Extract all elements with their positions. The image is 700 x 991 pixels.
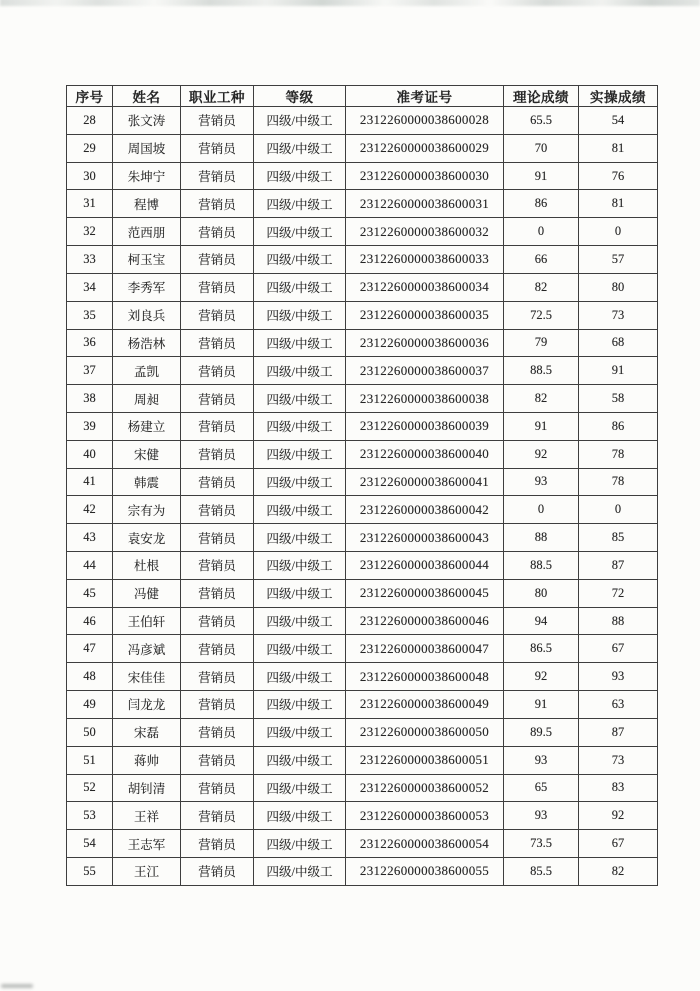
- cell-ticket: 2312260000038600053: [346, 802, 504, 830]
- cell-occupation: 营销员: [181, 273, 254, 301]
- cell-practical: 83: [579, 774, 658, 802]
- cell-name: 韩震: [113, 468, 181, 496]
- cell-occupation: 营销员: [181, 218, 254, 246]
- cell-name: 宋健: [113, 440, 181, 468]
- cell-ticket: 2312260000038600054: [346, 830, 504, 858]
- cell-occupation: 营销员: [181, 802, 254, 830]
- table-row: [67, 162, 658, 190]
- cell-level: 四级/中级工: [254, 524, 346, 552]
- cell-practical: 81: [579, 134, 658, 162]
- cell-practical: 67: [579, 830, 658, 858]
- cell-practical: 78: [579, 468, 658, 496]
- table-row: [67, 218, 658, 246]
- cell-practical: 72: [579, 579, 658, 607]
- cell-occupation: 营销员: [181, 301, 254, 329]
- cell-level: 四级/中级工: [254, 468, 346, 496]
- cell-ticket: 2312260000038600029: [346, 134, 504, 162]
- table-row: [67, 607, 658, 635]
- cell-level: 四级/中级工: [254, 162, 346, 190]
- cell-theory: 0: [504, 218, 579, 246]
- column-header-theory: 理论成绩: [504, 86, 579, 107]
- cell-name: 闫龙龙: [113, 691, 181, 719]
- cell-theory: 89.5: [504, 718, 579, 746]
- cell-level: 四级/中级工: [254, 385, 346, 413]
- cell-theory: 86: [504, 190, 579, 218]
- table-row: [67, 718, 658, 746]
- table-row: [67, 579, 658, 607]
- table-row: [67, 691, 658, 719]
- cell-index: 33: [67, 246, 113, 274]
- cell-occupation: 营销员: [181, 524, 254, 552]
- cell-ticket: 2312260000038600037: [346, 357, 504, 385]
- cell-name: 冯彦斌: [113, 635, 181, 663]
- table-row: [67, 857, 658, 885]
- cell-index: 41: [67, 468, 113, 496]
- cell-theory: 91: [504, 162, 579, 190]
- table-row: [67, 301, 658, 329]
- cell-level: 四级/中级工: [254, 246, 346, 274]
- cell-index: 55: [67, 857, 113, 885]
- cell-theory: 93: [504, 802, 579, 830]
- cell-ticket: 2312260000038600039: [346, 412, 504, 440]
- cell-name: 孟凯: [113, 357, 181, 385]
- cell-occupation: 营销员: [181, 468, 254, 496]
- cell-practical: 73: [579, 746, 658, 774]
- cell-occupation: 营销员: [181, 412, 254, 440]
- cell-practical: 82: [579, 857, 658, 885]
- table-row: [67, 746, 658, 774]
- cell-ticket: 2312260000038600048: [346, 663, 504, 691]
- cell-level: 四级/中级工: [254, 107, 346, 135]
- cell-name: 宋磊: [113, 718, 181, 746]
- cell-ticket: 2312260000038600049: [346, 691, 504, 719]
- cell-name: 刘良兵: [113, 301, 181, 329]
- cell-ticket: 2312260000038600035: [346, 301, 504, 329]
- cell-practical: 88: [579, 607, 658, 635]
- table-row: [67, 635, 658, 663]
- cell-name: 王祥: [113, 802, 181, 830]
- column-header-level: 等级: [254, 86, 346, 107]
- column-header-name: 姓名: [113, 86, 181, 107]
- cell-practical: 0: [579, 496, 658, 524]
- cell-practical: 80: [579, 273, 658, 301]
- cell-ticket: 2312260000038600043: [346, 524, 504, 552]
- cell-practical: 57: [579, 246, 658, 274]
- cell-ticket: 2312260000038600051: [346, 746, 504, 774]
- cell-index: 32: [67, 218, 113, 246]
- cell-theory: 92: [504, 663, 579, 691]
- cell-name: 袁安龙: [113, 524, 181, 552]
- cell-theory: 80: [504, 579, 579, 607]
- cell-theory: 91: [504, 412, 579, 440]
- cell-level: 四级/中级工: [254, 440, 346, 468]
- cell-ticket: 2312260000038600032: [346, 218, 504, 246]
- cell-level: 四级/中级工: [254, 607, 346, 635]
- table-row: [67, 774, 658, 802]
- cell-name: 王伯轩: [113, 607, 181, 635]
- header-row: [67, 86, 658, 107]
- cell-level: 四级/中级工: [254, 746, 346, 774]
- cell-ticket: 2312260000038600034: [346, 273, 504, 301]
- cell-theory: 88.5: [504, 552, 579, 580]
- cell-index: 36: [67, 329, 113, 357]
- cell-practical: 85: [579, 524, 658, 552]
- cell-name: 杨建立: [113, 412, 181, 440]
- cell-practical: 78: [579, 440, 658, 468]
- cell-name: 杨浩林: [113, 329, 181, 357]
- cell-practical: 86: [579, 412, 658, 440]
- cell-ticket: 2312260000038600041: [346, 468, 504, 496]
- cell-level: 四级/中级工: [254, 496, 346, 524]
- cell-occupation: 营销员: [181, 496, 254, 524]
- cell-level: 四级/中级工: [254, 218, 346, 246]
- cell-index: 51: [67, 746, 113, 774]
- cell-index: 50: [67, 718, 113, 746]
- table-row: [67, 440, 658, 468]
- cell-ticket: 2312260000038600046: [346, 607, 504, 635]
- cell-practical: 87: [579, 552, 658, 580]
- cell-level: 四级/中级工: [254, 273, 346, 301]
- scan-speck-bottom-left: [1, 984, 33, 988]
- cell-ticket: 2312260000038600042: [346, 496, 504, 524]
- table-row: [67, 273, 658, 301]
- cell-practical: 92: [579, 802, 658, 830]
- cell-occupation: 营销员: [181, 357, 254, 385]
- cell-theory: 79: [504, 329, 579, 357]
- cell-ticket: 2312260000038600031: [346, 190, 504, 218]
- cell-ticket: 2312260000038600033: [346, 246, 504, 274]
- column-header-index: 序号: [67, 86, 113, 107]
- cell-practical: 58: [579, 385, 658, 413]
- cell-level: 四级/中级工: [254, 691, 346, 719]
- table-row: [67, 552, 658, 580]
- cell-name: 李秀军: [113, 273, 181, 301]
- cell-level: 四级/中级工: [254, 357, 346, 385]
- cell-level: 四级/中级工: [254, 830, 346, 858]
- cell-level: 四级/中级工: [254, 552, 346, 580]
- table-row: [67, 385, 658, 413]
- cell-theory: 65: [504, 774, 579, 802]
- cell-name: 周国坡: [113, 134, 181, 162]
- cell-ticket: 2312260000038600030: [346, 162, 504, 190]
- cell-name: 胡钊清: [113, 774, 181, 802]
- cell-practical: 91: [579, 357, 658, 385]
- cell-occupation: 营销员: [181, 746, 254, 774]
- table-row: [67, 524, 658, 552]
- cell-level: 四级/中级工: [254, 329, 346, 357]
- table-row: [67, 357, 658, 385]
- table-row: [67, 830, 658, 858]
- column-header-ticket: 准考证号: [346, 86, 504, 107]
- cell-theory: 94: [504, 607, 579, 635]
- column-header-occupation: 职业工种: [181, 86, 254, 107]
- cell-index: 29: [67, 134, 113, 162]
- cell-index: 52: [67, 774, 113, 802]
- cell-name: 程博: [113, 190, 181, 218]
- cell-ticket: 2312260000038600050: [346, 718, 504, 746]
- cell-occupation: 营销员: [181, 774, 254, 802]
- cell-ticket: 2312260000038600028: [346, 107, 504, 135]
- cell-theory: 0: [504, 496, 579, 524]
- cell-ticket: 2312260000038600044: [346, 552, 504, 580]
- cell-practical: 87: [579, 718, 658, 746]
- cell-occupation: 营销员: [181, 440, 254, 468]
- cell-name: 宗有为: [113, 496, 181, 524]
- cell-index: 39: [67, 412, 113, 440]
- cell-practical: 63: [579, 691, 658, 719]
- cell-theory: 65.5: [504, 107, 579, 135]
- cell-theory: 86.5: [504, 635, 579, 663]
- cell-theory: 88.5: [504, 357, 579, 385]
- cell-theory: 92: [504, 440, 579, 468]
- cell-level: 四级/中级工: [254, 134, 346, 162]
- cell-practical: 81: [579, 190, 658, 218]
- cell-occupation: 营销员: [181, 162, 254, 190]
- cell-occupation: 营销员: [181, 329, 254, 357]
- cell-level: 四级/中级工: [254, 190, 346, 218]
- cell-theory: 72.5: [504, 301, 579, 329]
- cell-level: 四级/中级工: [254, 774, 346, 802]
- cell-ticket: 2312260000038600038: [346, 385, 504, 413]
- cell-practical: 93: [579, 663, 658, 691]
- cell-level: 四级/中级工: [254, 412, 346, 440]
- cell-name: 冯健: [113, 579, 181, 607]
- cell-name: 王志军: [113, 830, 181, 858]
- cell-ticket: 2312260000038600052: [346, 774, 504, 802]
- cell-theory: 88: [504, 524, 579, 552]
- results-table-container: [66, 85, 658, 886]
- cell-index: 43: [67, 524, 113, 552]
- cell-ticket: 2312260000038600055: [346, 857, 504, 885]
- cell-index: 31: [67, 190, 113, 218]
- cell-practical: 76: [579, 162, 658, 190]
- cell-index: 30: [67, 162, 113, 190]
- cell-name: 范西朋: [113, 218, 181, 246]
- cell-name: 柯玉宝: [113, 246, 181, 274]
- cell-index: 49: [67, 691, 113, 719]
- cell-occupation: 营销员: [181, 607, 254, 635]
- cell-occupation: 营销员: [181, 552, 254, 580]
- cell-name: 杜根: [113, 552, 181, 580]
- cell-index: 34: [67, 273, 113, 301]
- cell-level: 四级/中级工: [254, 718, 346, 746]
- table-row: [67, 802, 658, 830]
- cell-occupation: 营销员: [181, 134, 254, 162]
- cell-index: 46: [67, 607, 113, 635]
- cell-index: 40: [67, 440, 113, 468]
- cell-occupation: 营销员: [181, 830, 254, 858]
- table-row: [67, 190, 658, 218]
- cell-ticket: 2312260000038600045: [346, 579, 504, 607]
- table-row: [67, 496, 658, 524]
- cell-name: 周昶: [113, 385, 181, 413]
- cell-occupation: 营销员: [181, 691, 254, 719]
- cell-practical: 54: [579, 107, 658, 135]
- cell-theory: 70: [504, 134, 579, 162]
- cell-index: 42: [67, 496, 113, 524]
- cell-theory: 82: [504, 273, 579, 301]
- cell-theory: 93: [504, 468, 579, 496]
- cell-occupation: 营销员: [181, 385, 254, 413]
- cell-name: 朱坤宁: [113, 162, 181, 190]
- cell-practical: 67: [579, 635, 658, 663]
- table-row: [67, 107, 658, 135]
- cell-level: 四级/中级工: [254, 802, 346, 830]
- table-row: [67, 329, 658, 357]
- table-body: [67, 107, 658, 886]
- cell-ticket: 2312260000038600040: [346, 440, 504, 468]
- cell-index: 44: [67, 552, 113, 580]
- cell-index: 35: [67, 301, 113, 329]
- cell-index: 54: [67, 830, 113, 858]
- cell-index: 45: [67, 579, 113, 607]
- cell-theory: 91: [504, 691, 579, 719]
- cell-practical: 73: [579, 301, 658, 329]
- cell-level: 四级/中级工: [254, 635, 346, 663]
- cell-level: 四级/中级工: [254, 579, 346, 607]
- table-row: [67, 134, 658, 162]
- cell-index: 53: [67, 802, 113, 830]
- cell-practical: 0: [579, 218, 658, 246]
- cell-occupation: 营销员: [181, 190, 254, 218]
- cell-ticket: 2312260000038600036: [346, 329, 504, 357]
- table-row: [67, 468, 658, 496]
- cell-name: 张文涛: [113, 107, 181, 135]
- cell-ticket: 2312260000038600047: [346, 635, 504, 663]
- cell-theory: 73.5: [504, 830, 579, 858]
- cell-name: 蒋帅: [113, 746, 181, 774]
- cell-index: 28: [67, 107, 113, 135]
- cell-occupation: 营销员: [181, 718, 254, 746]
- cell-theory: 82: [504, 385, 579, 413]
- table-row: [67, 246, 658, 274]
- cell-occupation: 营销员: [181, 107, 254, 135]
- scan-smudge-top: [0, 0, 700, 6]
- cell-practical: 68: [579, 329, 658, 357]
- cell-index: 37: [67, 357, 113, 385]
- cell-index: 48: [67, 663, 113, 691]
- table-row: [67, 412, 658, 440]
- cell-occupation: 营销员: [181, 579, 254, 607]
- cell-level: 四级/中级工: [254, 301, 346, 329]
- column-header-practical: 实操成绩: [579, 86, 658, 107]
- cell-occupation: 营销员: [181, 246, 254, 274]
- results-table: [66, 85, 658, 886]
- cell-level: 四级/中级工: [254, 663, 346, 691]
- cell-index: 38: [67, 385, 113, 413]
- cell-name: 宋佳佳: [113, 663, 181, 691]
- cell-occupation: 营销员: [181, 857, 254, 885]
- cell-theory: 85.5: [504, 857, 579, 885]
- cell-occupation: 营销员: [181, 635, 254, 663]
- cell-level: 四级/中级工: [254, 857, 346, 885]
- cell-theory: 66: [504, 246, 579, 274]
- cell-index: 47: [67, 635, 113, 663]
- cell-name: 王江: [113, 857, 181, 885]
- cell-occupation: 营销员: [181, 663, 254, 691]
- cell-theory: 93: [504, 746, 579, 774]
- table-row: [67, 663, 658, 691]
